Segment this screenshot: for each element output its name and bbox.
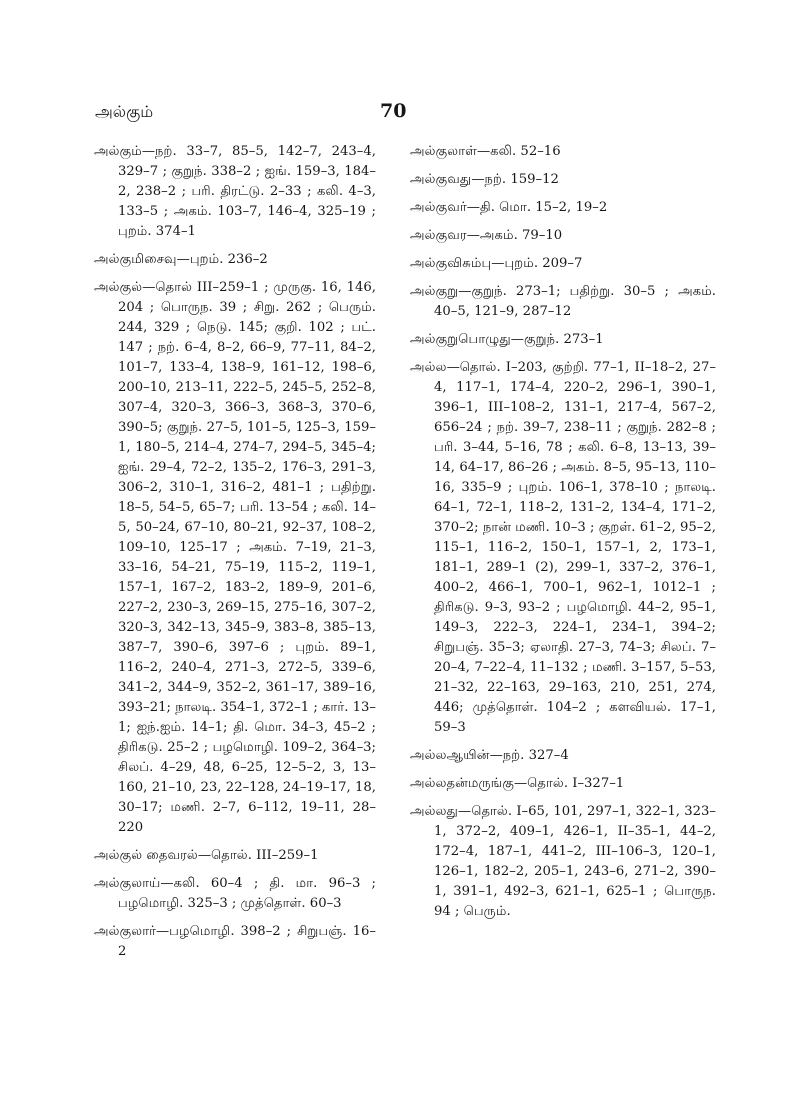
running-head: அல்கும்: [95, 102, 154, 121]
entry-headword: அல்குமிசைவு: [94, 252, 177, 267]
index-entry: [410, 746, 716, 766]
page-number: 70: [380, 100, 407, 122]
entry-headword: அல்குவர: [410, 228, 467, 243]
entry-references: —புறம். 236–2: [176, 252, 268, 267]
index-entry: [410, 198, 716, 218]
index-entry: [410, 226, 716, 246]
entry-headword: அல்குறுபொழுது: [410, 332, 511, 347]
index-entry: [94, 922, 376, 962]
entry-headword: அல்லதன்மருங்கு: [410, 776, 514, 791]
index-entry: [410, 330, 716, 350]
index-entry: [410, 142, 716, 162]
entry-references: —தொல். III–259–1: [197, 848, 319, 863]
entry-references: —குறுந். 273–1: [510, 332, 604, 347]
entry-headword: அல்குல் தைவரல்: [94, 848, 198, 863]
entry-headword: அல்கும்: [94, 144, 142, 159]
index-entry: [94, 846, 376, 866]
index-entry: [410, 170, 716, 190]
entry-references: —கலி. 52–16: [476, 144, 561, 159]
index-entry: [94, 250, 376, 270]
index-entry: [410, 774, 716, 794]
entry-headword: அல்லது: [410, 804, 458, 819]
entry-headword: அல்குவது: [410, 172, 472, 187]
entry-headword: அல்குவிசும்பு: [410, 256, 492, 271]
entry-references: —தொல் III–259–1 ; முருகு. 16, 146, 204 ; பொருந. 39 ; சிறு. 262 ; பெரும். 244, 329 ; நெடு. 145; குறி. 102 ; பட். 147 ; நற். 6–4, 8–2, 66–9, 77–11, 84–2, 101–7, 133–4, 138–9, 161–12, 198–6, 200–10, 213–11, 222–5, 245–5, 252–8, 307–4, 320–3, 366–3, 368–3, 370–6, 390–5; குறுந். 27–5, 101–5, 125–3, 159–1, 180–5, 214–4, 274–7, 294–5, 345–4; ஐங். 29–4, 72–2, 135–2, 176–3, 291–3, 306–2, 310–1, 316–2, 481–1 ; பதிற்று. 18–5, 54–5, 65–7; பரி. 13–54 ; கலி. 14–5, 50–24, 67–10, 80–21, 92–37, 108–2, 109–10, 125–17 ; அகம். 7–19, 21–3, 33–16, 54–21, 75–19, 115–2, 119–1, 157–1, 167–2, 183–2, 189–9, 201–6, 227–2, 230–3, 269–15, 275–16, 307–2, 320–3, 342–13, 345–9, 383–8, 385–13, 387–7, 390–6, 397–6 ; புறம். 89–1, 116–2, 240–4, 271–3, 272–5, 339–6, 341–2, 344–9, 352–2, 361–17, 389–16, 393–21; நாலடி. 354–1, 372–1 ; கார். 13–1; ஐந்.ஐம். 14–1; தி. மொ. 34–3, 45–2 ; திரிகடு. 25–2 ; பழமொழி. 109–2, 364–3; சிலப். 4–29, 48, 6–25, 12–5–2, 3, 13–160, 21–10, 23, 22–128, 24–19–17, 18, 30–17; மணி. 2–7, 6–112, 19–11, 28–220: [118, 280, 376, 835]
index-entry: [410, 358, 716, 738]
entry-headword: அல்ல: [410, 360, 447, 375]
entry-references: —தொல். I–203, குற்றி. 77–1, II–18–2, 27–4, 117–1, 174–4, 220–2, 296–1, 390–1, 396–1, III–108–2, 131–1, 217–4, 567–2, 656–24 ; நற். 39–7, 238–11 ; குறுந். 282–8 ; பரி. 3–44, 5–16, 78 ; கலி. 6–8, 13–13, 39–14, 64–17, 86–26 ; அகம். 8–5, 95–13, 110–16, 335–9 ; புறம். 106–1, 378–10 ; நாலடி. 64–1, 72–1, 118–2, 131–2, 134–4, 171–2, 370–2; நான் மணி. 10–3 ; குறள். 61–2, 95–2, 115–1, 116–2, 150–1, 157–1, 2, 173–1, 181–1, 289–1 (2), 299–1, 337–2, 376–1, 400–2, 466–1, 700–1, 962–1, 1012–1 ; திரிகடு. 9–3, 93–2 ; பழமொழி. 44–2, 95–1, 149–3, 222–3, 224–1, 234–1, 394–2; சிறுபஞ். 35–3; ஏலாதி. 27–3, 74–3; சிலப். 7–20–4, 7–22–4, 11–132 ; மணி. 3–157, 5–53, 21–32, 22–163, 29–163, 210, 251, 274, 446; முத்தொள். 104–2 ; களவியல். 17–1, 59–3: [434, 360, 716, 735]
entry-references: —நற். 33–7, 85–5, 142–7, 243–4, 329–7 ; குறுந். 338–2 ; ஐங். 159–3, 184–2, 238–2 ; பரி. திரட்டு. 2–33 ; கலி. 4–3, 133–5 ; அகம். 103–7, 146–4, 325–19 ; புறம். 374–1: [118, 144, 376, 239]
entry-references: —தி. மொ. 15–2, 19–2: [466, 200, 608, 215]
index-entry: [94, 142, 376, 242]
index-entry: [410, 802, 716, 922]
entry-headword: அல்குல்: [94, 280, 143, 295]
entry-headword: அல்குறு: [410, 284, 459, 299]
entry-headword: அல்குலார்: [94, 924, 156, 939]
entry-headword: அல்குவர்: [410, 200, 467, 215]
entry-references: —புறம். 209–7: [491, 256, 583, 271]
entry-references: —தொல். I–327–1: [513, 776, 625, 791]
left-column: [94, 142, 376, 970]
entry-headword: அல்லஆயின்: [410, 748, 490, 763]
entry-headword: அல்குலாய்: [94, 876, 161, 891]
entry-references: —பழமொழி. 398–2 ; சிறுபஞ். 16–2: [118, 924, 376, 959]
entry-references: —நற். 159–12: [471, 172, 559, 187]
index-entry: [410, 282, 716, 322]
entry-references: —குறுந். 273–1; பதிற்று. 30–5 ; அகம். 40–5, 121–9, 287–12: [434, 284, 716, 319]
entry-references: —அகம். 79–10: [466, 228, 563, 243]
index-entry: [94, 278, 376, 838]
entry-references: —கலி. 60–4 ; தி. மா. 96–3 ; பழமொழி. 325–3 ; முத்தொள். 60–3: [118, 876, 376, 911]
entry-references: —தொல். I–65, 101, 297–1, 322–1, 323–1, 372–2, 409–1, 426–1, II–35–1, 44–2, 172–4, 187–1, 441–2, III–106–3, 120–1, 126–1, 182–2, 205–1, 243–6, 271–2, 390–1, 391–1, 492–3, 621–1, 625–1 ; பொருந. 94 ; பெரும்.: [434, 804, 716, 919]
index-entry: [410, 254, 716, 274]
index-entry: [94, 874, 376, 914]
entry-headword: அல்குலாள்: [410, 144, 477, 159]
entry-references: —நற். 327–4: [489, 748, 569, 763]
right-column: [410, 142, 716, 930]
